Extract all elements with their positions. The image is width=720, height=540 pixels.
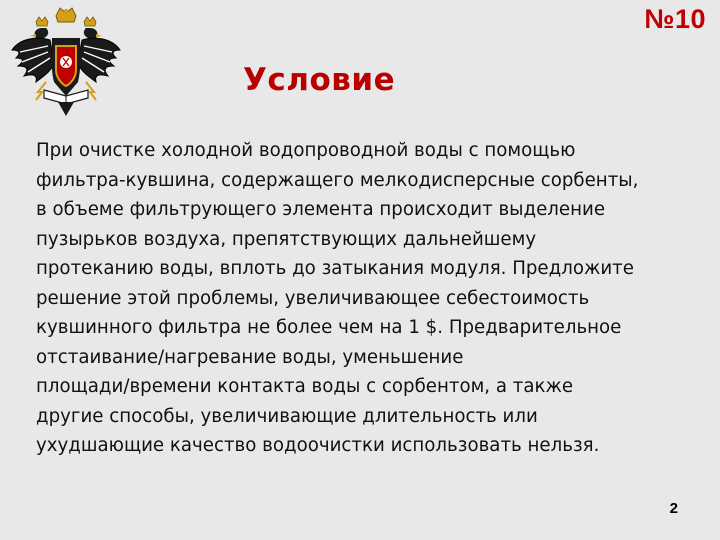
statement-line: протеканию воды, вплоть до затыкания модуля. Предложите xyxy=(36,258,634,279)
statement-line: в объеме фильтрующего элемента происходит выделение xyxy=(36,199,606,220)
crown-icon xyxy=(56,8,76,22)
statement-line: пузырьков воздуха, препятствующих дальнейшему xyxy=(36,228,537,250)
page-title: Условие xyxy=(243,62,396,98)
double-headed-eagle-emblem-icon xyxy=(8,6,124,118)
statement-line: решение этой проблемы, увеличивающее себестоимость xyxy=(36,287,590,309)
problem-statement xyxy=(36,136,696,461)
statement-line: отстаивание/нагревание воды, уменьшение xyxy=(36,346,464,368)
page-number: 2 xyxy=(669,500,678,517)
statement-line: другие способы, увеличивающие длительность или xyxy=(36,405,538,427)
statement-line: фильтра-кувшина, содержащего мелкодисперсные сорбенты, xyxy=(36,169,639,191)
statement-line: ухудшающие качество водоочистки использовать нельзя. xyxy=(36,435,600,456)
statement-line: При очистке холодной водопроводной воды с помощью xyxy=(36,140,576,161)
statement-line: кувшинного фильтра не более чем на 1 $. Предварительное xyxy=(36,317,622,338)
statement-line: площади/времени контакта воды с сорбентом, а также xyxy=(36,376,574,397)
problem-number: №10 xyxy=(644,4,706,34)
